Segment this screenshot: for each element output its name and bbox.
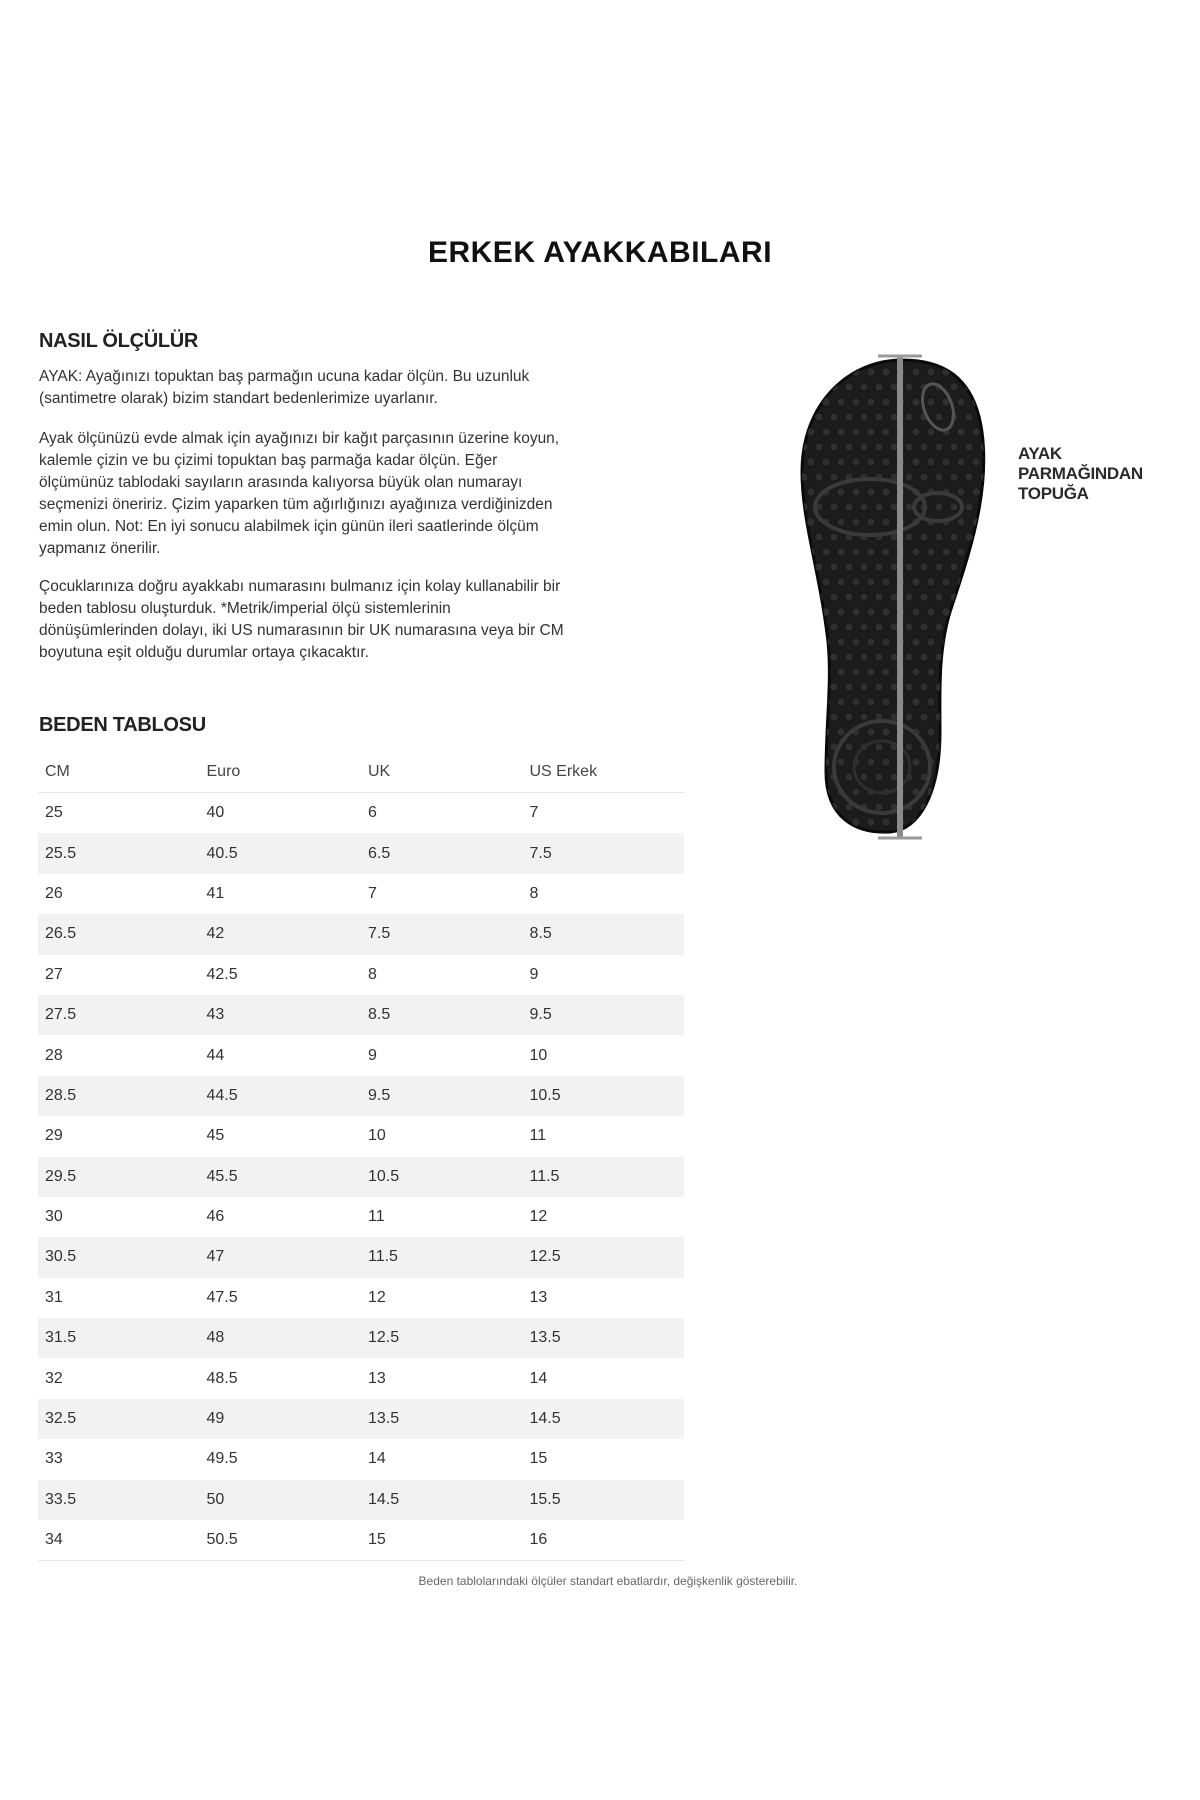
- table-row: [38, 995, 684, 1035]
- cell-euro: 46: [206, 1208, 225, 1226]
- cell-us: 10.5: [523, 1076, 685, 1116]
- table-row: [38, 1116, 684, 1156]
- cell-us: 7.5: [523, 833, 685, 873]
- table-row: [38, 833, 684, 873]
- size-table-title: BEDEN TABLOSU: [39, 714, 206, 736]
- cell-uk: 10: [368, 1127, 386, 1145]
- cell-cm: 26.5: [38, 914, 200, 954]
- table-row: [38, 1278, 684, 1318]
- cell-us: 16: [523, 1520, 685, 1561]
- table-row: [38, 1076, 684, 1116]
- size-table-footnote: Beden tablolarındaki ölçüler standart ebatlardır, değişkenlik gösterebilir.: [418, 1574, 798, 1588]
- table-row: [38, 1157, 684, 1197]
- cell-euro: 48: [200, 1318, 362, 1358]
- table-row: [38, 1035, 684, 1075]
- cell-cm: 34: [38, 1520, 200, 1561]
- measure-paragraph-home: Ayak ölçünüzü evde almak için ayağınızı bir kağıt parçasının üzerine koyun, kalemle çizin ve bu çizimi topuktan baş parmağa kadar ölçün. Eğer ölçümünüz tablodaki sayıların arasında kalıyorsa büyük olan numarayı seçmenizi öneririz. Çizim yaparken tüm ağırlığınızı ayağınıza verdiğinizden emin olun. Not: En iyi sonucu alabilmek için günün ileri saatlerinde ölçüm yapmanız önerilir.: [39, 430, 560, 557]
- measure-paragraph-foot: AYAK: Ayağınızı topuktan baş parmağın ucuna kadar ölçün. Bu uzunluk (santimetre olarak) bizim standart bedenlerimize uyarlanır.: [39, 368, 530, 407]
- cell-euro: 42.5: [206, 965, 238, 983]
- cell-cm: 31.5: [38, 1318, 200, 1358]
- cell-cm: 25: [45, 804, 63, 822]
- how-to-measure-title: NASIL ÖLÇÜLÜR: [39, 330, 199, 352]
- cell-uk: 7.5: [361, 914, 523, 954]
- cell-euro: 49: [200, 1399, 362, 1439]
- table-row: [38, 793, 684, 834]
- cell-cm: 33: [45, 1450, 63, 1468]
- cell-uk: 13.5: [361, 1399, 523, 1439]
- cell-euro: 50: [200, 1480, 362, 1520]
- shoe-sole-illustration: [790, 352, 1000, 842]
- cell-us: 12.5: [523, 1237, 685, 1277]
- cell-euro: 40.5: [200, 833, 362, 873]
- cell-uk: 7: [368, 884, 377, 902]
- cell-uk: 6.5: [361, 833, 523, 873]
- header-us: US Erkek: [523, 752, 685, 793]
- cell-cm: 26: [45, 884, 63, 902]
- table-row: [38, 1439, 684, 1479]
- cell-us: 15: [529, 1450, 548, 1468]
- cell-euro: 42: [200, 914, 362, 954]
- cell-euro: 43: [200, 995, 362, 1035]
- table-row: [38, 914, 684, 954]
- cell-cm: 28: [45, 1046, 63, 1064]
- cell-us: 14: [529, 1369, 548, 1387]
- cell-us: 13.5: [523, 1318, 685, 1358]
- cell-euro: 49.5: [206, 1450, 238, 1468]
- size-table: [38, 752, 684, 1561]
- table-row: [38, 1197, 684, 1237]
- cell-us: 7: [529, 804, 539, 822]
- cell-uk: 8.5: [361, 995, 523, 1035]
- table-row: [38, 1520, 684, 1561]
- cell-us: 11: [529, 1127, 547, 1145]
- cell-cm: 27.5: [38, 995, 200, 1035]
- table-row: [38, 955, 684, 995]
- cell-us: 14.5: [523, 1399, 685, 1439]
- cell-cm: 28.5: [38, 1076, 200, 1116]
- size-table-header-row: [38, 752, 684, 793]
- cell-cm: 31: [45, 1288, 63, 1306]
- cell-uk: 12: [368, 1288, 386, 1306]
- header-cm: CM: [38, 752, 200, 793]
- cell-us: 8: [529, 884, 539, 902]
- cell-cm: 29.5: [38, 1157, 200, 1197]
- table-row: [38, 1399, 684, 1439]
- cell-us: 9.5: [523, 995, 685, 1035]
- page-title: ERKEK AYAKKABILARI: [427, 236, 773, 269]
- cell-cm: 25.5: [38, 833, 200, 873]
- foot-measure-label: AYAK PARMAĞINDAN TOPUĞA: [1018, 444, 1143, 503]
- cell-uk: 13: [368, 1369, 386, 1387]
- cell-uk: 10.5: [361, 1157, 523, 1197]
- cell-cm: 32: [45, 1369, 63, 1387]
- cell-uk: 12.5: [361, 1318, 523, 1358]
- cell-us: 11.5: [523, 1157, 685, 1197]
- cell-euro: 45: [206, 1127, 225, 1145]
- shoe-sole-image: [790, 352, 1000, 842]
- cell-euro: 47.5: [206, 1288, 238, 1306]
- cell-uk: 8: [368, 965, 377, 983]
- cell-cm: 27: [45, 965, 63, 983]
- cell-uk: 6: [368, 804, 377, 822]
- cell-euro: 48.5: [206, 1369, 238, 1387]
- cell-us: 8.5: [523, 914, 685, 954]
- cell-uk: 11.5: [361, 1237, 523, 1277]
- header-euro: Euro: [200, 752, 362, 793]
- cell-cm: 30.5: [38, 1237, 200, 1277]
- cell-cm: 32.5: [38, 1399, 200, 1439]
- cell-euro: 50.5: [200, 1520, 362, 1561]
- cell-euro: 44: [206, 1046, 225, 1064]
- cell-us: 13: [529, 1288, 548, 1306]
- cell-us: 12: [529, 1208, 548, 1226]
- cell-cm: 29: [45, 1127, 63, 1145]
- cell-us: 9: [529, 965, 539, 983]
- cell-uk: 9: [368, 1046, 377, 1064]
- cell-cm: 33.5: [38, 1480, 200, 1520]
- table-row: [38, 1358, 684, 1398]
- table-row: [38, 1318, 684, 1358]
- table-row: [38, 1237, 684, 1277]
- cell-us: 15.5: [523, 1480, 685, 1520]
- header-uk: UK: [361, 752, 523, 793]
- cell-euro: 40: [206, 804, 225, 822]
- cell-uk: 11: [368, 1208, 385, 1226]
- cell-uk: 15: [361, 1520, 523, 1561]
- cell-us: 10: [529, 1046, 548, 1064]
- cell-uk: 9.5: [361, 1076, 523, 1116]
- measure-paragraph-children: Çocuklarınıza doğru ayakkabı numarasını bulmanız için kolay kullanabilir bir beden tablosu oluşturduk. *Metrik/imperial ölçü sistemlerinin dönüşümlerinden dolayı, iki US numarasının bir UK numarasına veya bir CM boyutuna eşit olduğu durumlar ortaya çıkacaktır.: [39, 578, 564, 661]
- cell-euro: 44.5: [200, 1076, 362, 1116]
- cell-uk: 14: [368, 1450, 386, 1468]
- cell-euro: 45.5: [200, 1157, 362, 1197]
- cell-euro: 41: [206, 884, 225, 902]
- size-table-body: [38, 793, 684, 1561]
- table-row: [38, 1480, 684, 1520]
- cell-uk: 14.5: [361, 1480, 523, 1520]
- cell-euro: 47: [200, 1237, 362, 1277]
- table-row: [38, 874, 684, 914]
- cell-cm: 30: [45, 1208, 63, 1226]
